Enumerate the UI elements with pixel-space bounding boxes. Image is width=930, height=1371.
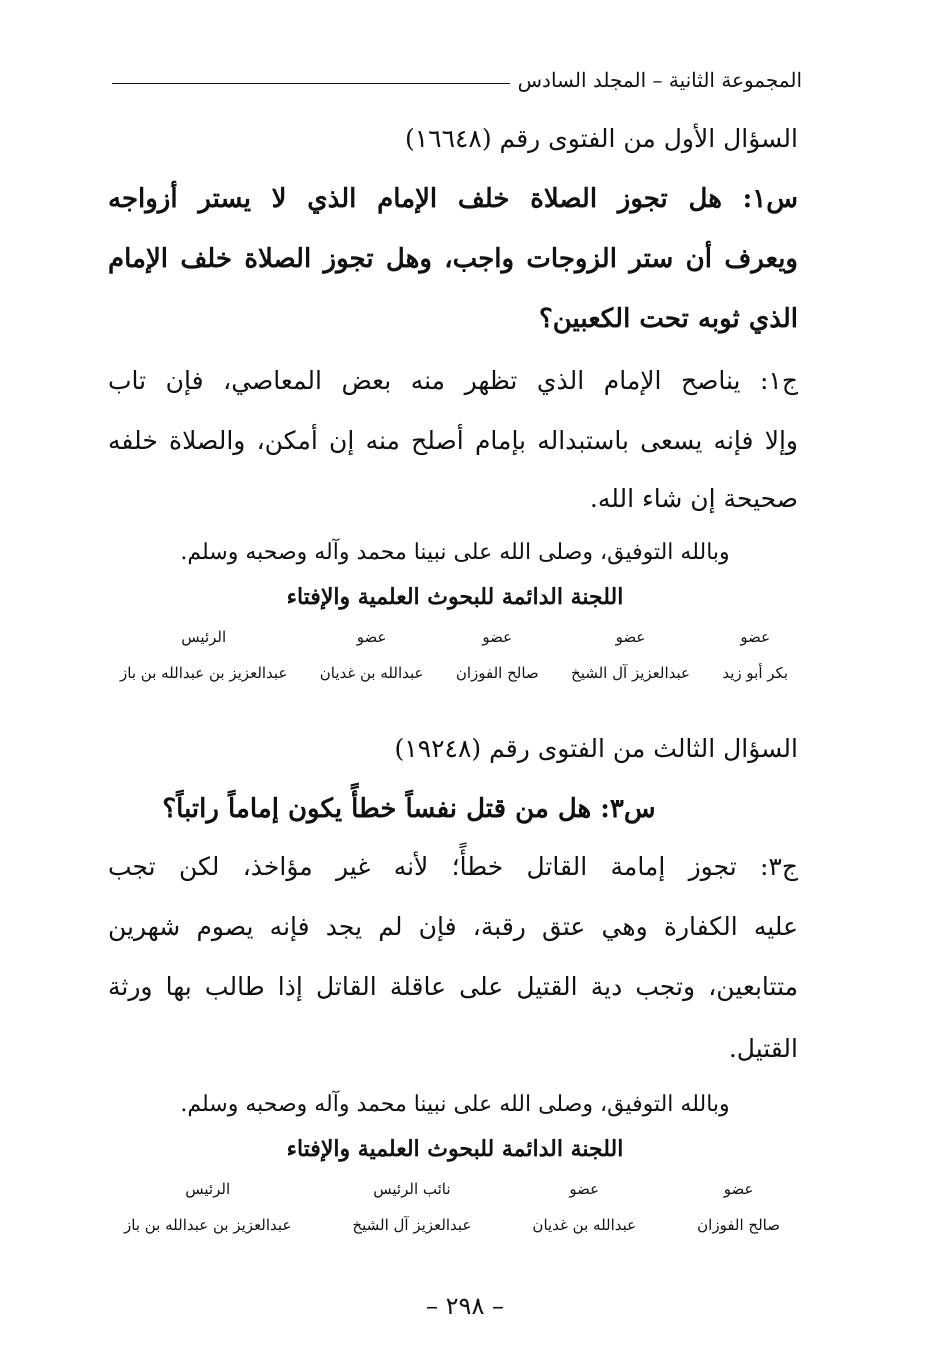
- signatory-role: الرئيس: [181, 628, 227, 646]
- fatwa1-question-line: ويعرف أن ستر الزوجات واجب، وهل تجوز الصلاة خلف الإمام: [108, 244, 798, 274]
- signatory-role: عضو: [723, 1180, 754, 1198]
- signatory-role: عضو: [615, 628, 646, 646]
- fatwa2-closing: وبالله التوفيق، وصلى الله على نبينا محمد وآله وصحبه وسلم.: [180, 1092, 730, 1117]
- fatwa1-committee: اللجنة الدائمة للبحوث العلمية والإفتاء: [286, 584, 624, 610]
- signatory-name: عبدالعزيز بن عبدالله بن باز: [124, 1216, 292, 1234]
- signatory-role: الرئيس: [185, 1180, 231, 1198]
- fatwa1-answer-line: صحيحة إن شاء الله.: [589, 484, 798, 513]
- signatory: [571, 628, 690, 682]
- signatory-name: عبدالله بن غديان: [319, 664, 424, 682]
- signatory: [532, 1180, 636, 1234]
- signatory-name: عبدالعزيز آل الشيخ: [571, 664, 690, 682]
- header-rule: [112, 83, 510, 84]
- signatory-role: نائب الرئيس: [373, 1180, 451, 1198]
- fatwa2-answer-line: متتابعين، وتجب دية القتيل على عاقلة القاتل إذا طالب بها ورثة: [108, 972, 798, 1001]
- signatory: [697, 1180, 780, 1234]
- signatory: [352, 1180, 471, 1234]
- page-number: – ٢٩٨ –: [426, 1292, 504, 1320]
- signatory-name: عبدالعزيز بن عبدالله بن باز: [120, 664, 288, 682]
- signatory: [320, 628, 424, 682]
- running-header: [112, 62, 802, 98]
- signatory-role: عضو: [740, 628, 771, 646]
- signatory-name: عبدالله بن غديان: [532, 1216, 637, 1234]
- fatwa1-question-line: الذي ثوبه تحت الكعبين؟: [538, 304, 798, 334]
- fatwa1-closing: وبالله التوفيق، وصلى الله على نبينا محمد وآله وصحبه وسلم.: [180, 540, 730, 565]
- fatwa2-signatures: [124, 1180, 780, 1234]
- fatwa1-answer-line: ج١: يناصح الإمام الذي تظهر منه بعض المعاصي، فإن تاب: [108, 366, 798, 395]
- fatwa2-title: السؤال الثالث من الفتوى رقم (١٩٢٤٨): [394, 734, 798, 763]
- signatory-role: عضو: [482, 628, 513, 646]
- header-title: المجموعة الثانية – المجلد السادس: [517, 68, 802, 92]
- fatwa1-answer-line: وإلا فإنه يسعى باستبداله بإمام أصلح منه إن أمكن، والصلاة خلفه: [108, 426, 798, 455]
- signatory: [456, 628, 539, 682]
- signatory-name: صالح الفوزان: [697, 1216, 780, 1234]
- fatwa1-title: السؤال الأول من الفتوى رقم (١٦٦٤٨): [404, 124, 798, 153]
- signatory-role: عضو: [356, 628, 387, 646]
- fatwa2-answer-line: القتيل.: [728, 1034, 798, 1063]
- fatwa1-question-line: س١: هل تجوز الصلاة خلف الإمام الذي لا يستر أزواجه: [108, 184, 798, 214]
- fatwa2-committee: اللجنة الدائمة للبحوث العلمية والإفتاء: [286, 1136, 624, 1162]
- fatwa2-answer-line: عليه الكفارة وهي عتق رقبة، فإن لم يجد فإنه يصوم شهرين: [108, 912, 798, 941]
- fatwa2-answer-line: ج٣: تجوز إمامة القاتل خطأً؛ لأنه غير مؤاخذ، لكن تجب: [108, 852, 798, 881]
- fatwa1-signatures: [120, 628, 788, 682]
- signatory-name: صالح الفوزان: [455, 664, 539, 682]
- signatory: [722, 628, 788, 682]
- signatory-name: عبدالعزيز آل الشيخ: [352, 1216, 472, 1234]
- signatory: [124, 1180, 291, 1234]
- signatory-name: بكر أبو زيد: [722, 664, 788, 682]
- signatory: [120, 628, 287, 682]
- fatwa2-question-line: س٣: هل من قتل نفساً خطأً يكون إماماً راتباً؟: [162, 794, 656, 824]
- signatory-role: عضو: [569, 1180, 600, 1198]
